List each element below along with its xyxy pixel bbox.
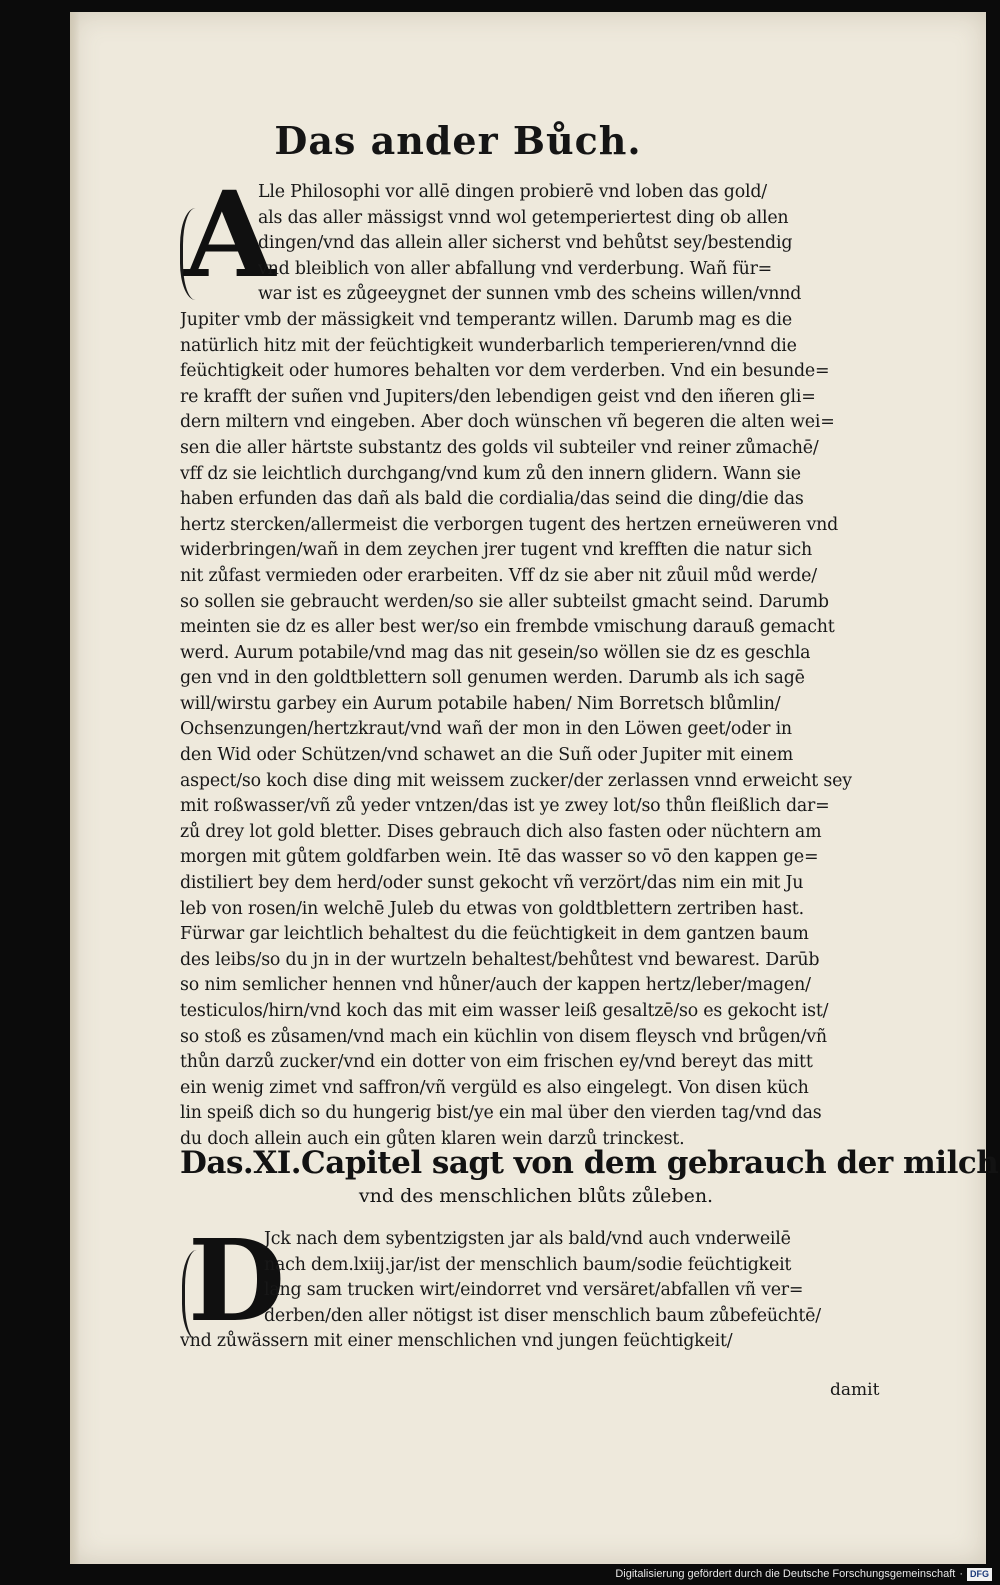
text-line: vnd bleiblich von aller abfallung vnd verderbung. Wañ für= xyxy=(258,258,773,279)
text-line: vnd zůwässern mit einer menschlichen vnd jungen feüchtigkeit/ xyxy=(180,1331,733,1352)
text-line: so sollen sie gebraucht werden/so sie aller subteilst gmacht seind. Darumb xyxy=(180,591,829,612)
text-line: widerbringen/wañ in dem zeychen jrer tugent vnd krefften die natur sich xyxy=(180,540,813,561)
text-line: Ochsenzungen/hertzkraut/vnd wañ der mon in den Löwen geet/oder in xyxy=(180,719,792,740)
chapter-subtitle: vnd des menschlichen blůts zůleben. xyxy=(358,1185,714,1207)
text-line: sen die aller härtste substantz des golds vil subteiler vnd reiner zůmachē/ xyxy=(180,437,819,458)
text-line: Jck nach dem sybentzigsten jar als bald/vnd auch vnderweilē xyxy=(264,1229,791,1249)
text-line: derben/den aller nötigst ist diser menschlich baum zůbefeüchtē/ xyxy=(264,1305,821,1326)
page-edge xyxy=(70,12,80,1564)
text-line: so stoß es zůsamen/vnd mach ein küchlin von disem fleysch vnd brůgen/vñ xyxy=(180,1026,827,1047)
text-line: meinten sie dz es aller best wer/so ein frembde vmischung darauß gemacht xyxy=(180,617,835,638)
text-line: Fürwar gar leichtlich behaltest du die feüchtigkeit in dem gantzen baum xyxy=(180,924,809,945)
digitization-footer: Digitalisierung gefördert durch die Deutsche Forschungsgemeinschaft · DFG xyxy=(615,1566,992,1582)
text-line: zů drey lot gold bletter. Dises gebrauch dich also fasten oder nüchtern am xyxy=(180,821,822,842)
text-line: re krafft der suñen vnd Jupiters/den lebendigen geist vnd den iñeren gli= xyxy=(180,386,816,407)
text-line: thůn darzů zucker/vnd ein dotter von eim frischen ey/vnd bereyt das mitt xyxy=(180,1052,813,1073)
text-line: leb von rosen/in welchē Juleb du etwas von goldtblettern zertriben hast. xyxy=(180,898,804,919)
text-line: haben erfunden das dañ als bald die cordialia/das seind die ding/die das xyxy=(180,489,804,510)
text-line: aspect/so koch dise ding mit weissem zucker/der zerlassen vnnd erweicht sey xyxy=(180,770,852,791)
catchword: damit xyxy=(830,1380,880,1400)
text-line: Lle Philosophi vor allē dingen probierē vnd loben das gold/ xyxy=(258,182,767,202)
text-line: will/wirstu garbey ein Aurum potabile haben/ Nim Borretsch blůmlin/ xyxy=(180,693,781,714)
text-line: testiculos/hirn/vnd koch das mit eim wasser leiß gesaltzē/so es gekocht ist/ xyxy=(180,1001,829,1021)
text-line: distiliert bey dem herd/oder sunst gekocht vñ verzört/das nim ein mit Ju xyxy=(180,873,804,894)
text-line: als das aller mässigst vnnd wol getemperiertest ding ob allen xyxy=(258,207,789,228)
text-line: werd. Aurum potabile/vnd mag das nit gesein/so wöllen sie dz es geschla xyxy=(180,642,811,663)
text-line: dern miltern vnd eingeben. Aber doch wünschen vñ begeren die alten wei= xyxy=(180,412,835,433)
text-line: den Wid oder Schützen/vnd schawet an die Suñ oder Jupiter mit einem xyxy=(180,745,794,766)
text-line: lin speiß dich so du hungerig bist/ye ein mal über den vierden tag/vnd das xyxy=(180,1103,822,1124)
text-line: feüchtigkeit oder humores behalten vor dem verderben. Vnd ein besunde= xyxy=(180,361,830,382)
text-line: morgen mit gůtem goldfarben wein. Itē das wasser so vō den kappen ge= xyxy=(180,847,819,868)
text-line: hertz stercken/allermeist die verborgen tugent des hertzen erneüweren vnd xyxy=(180,514,839,535)
paragraph-1 xyxy=(180,180,892,1153)
text-line: war ist es zůgeeygnet der sunnen vmb des scheins willen/vnnd xyxy=(258,284,802,305)
dfg-logo-icon: DFG xyxy=(967,1568,992,1581)
text-line: du doch allein auch ein gůten klaren wein darzů trinckest. xyxy=(180,1128,685,1149)
text-line: gen vnd in den goldtblettern soll genumen werden. Darumb als ich sagē xyxy=(180,668,805,689)
text-line: vff dz sie leichtlich durchgang/vnd kum zů den innern glidern. Wann sie xyxy=(180,463,801,484)
text-line: so nim semlicher hennen vnd hůner/auch der kappen hertz/leber/magen/ xyxy=(180,975,811,996)
text-line: mit roßwasser/vñ zů yeder vntzen/das ist ye zwey lot/so thůn fleißlich dar= xyxy=(180,796,830,817)
page-heading: Das ander Bůch. xyxy=(274,118,642,163)
footer-text: Digitalisierung gefördert durch die Deutsche Forschungsgemeinschaft xyxy=(615,1568,956,1580)
text-line: natürlich hitz mit der feüchtigkeit wunderbarlich temperieren/vnnd die xyxy=(180,335,797,356)
paragraph-2 xyxy=(180,1216,892,1355)
text-line: lang sam trucken wirt/eindorret vnd versäret/abfallen vñ ver= xyxy=(264,1280,804,1301)
text-line: dingen/vnd das allein aller sicherst vnd behůtst sey/bestendig xyxy=(258,233,793,254)
text-line: ein wenig zimet vnd saffron/vñ vergüld es also eingelegt. Von disen küch xyxy=(180,1077,809,1098)
text-line: Jupiter vmb der mässigkeit vnd temperantz willen. Darumb mag es die xyxy=(180,309,792,330)
drop-initial-a: A xyxy=(184,165,276,304)
text-line: nach dem.lxiij.jar/ist der menschlich baum/sodie feüchtigkeit xyxy=(264,1254,792,1275)
text-line: des leibs/so du jn in der wurtzeln behaltest/behůtest vnd bewarest. Darūb xyxy=(180,949,820,970)
chapter-title: Das.XI.Capitel sagt von dem gebrauch der milch xyxy=(180,1145,999,1181)
drop-initial-d: D xyxy=(188,1216,286,1347)
text-line: nit zůfast vermieden oder erarbeiten. Vff dz sie aber nit zůuil můd werde/ xyxy=(180,565,817,586)
